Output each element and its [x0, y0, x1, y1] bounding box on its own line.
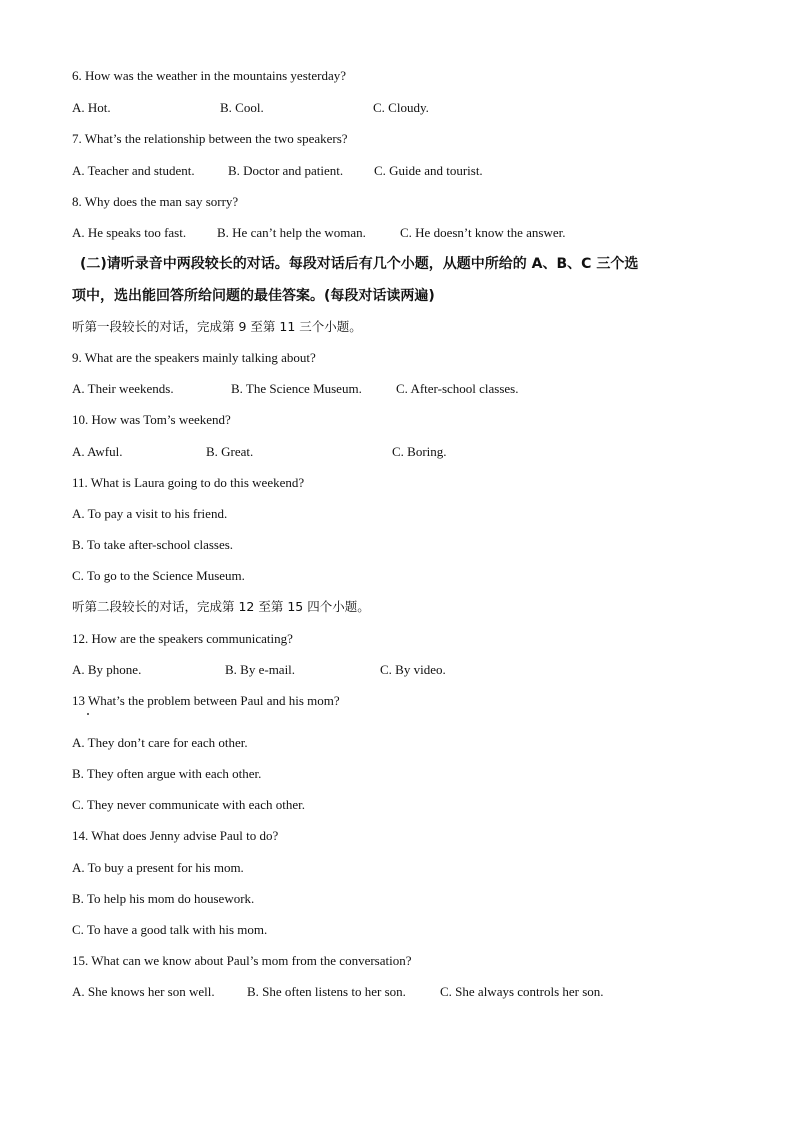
q9-option-a: A. Their weekends. [72, 381, 174, 396]
q9-option-b: B. The Science Museum. [231, 381, 362, 396]
q6-option-c: C. Cloudy. [373, 100, 429, 115]
q8-question: 8. Why does the man say sorry? [72, 194, 239, 209]
q9-option-c: C. After-school classes. [396, 381, 519, 396]
q10-option-b: B. Great. [206, 444, 254, 459]
q13-option-c: C. They never communicate with each other. [72, 797, 305, 812]
q9-question: 9. What are the speakers mainly talking about? [72, 350, 316, 365]
q14-option-a: A. To buy a present for his mom. [72, 860, 244, 875]
section2-heading-line1: (二)请听录音中两段较长的对话。每段对话后有几个小题，从题中所给的 A、B、C 三个选 [80, 256, 639, 272]
q13-option-b: B. They often argue with each other. [72, 766, 262, 781]
q13-question: 13 What’s the problem between Paul and his mom? [72, 693, 340, 708]
q6-question: 6. How was the weather in the mountains yesterday? [72, 68, 347, 83]
q11-option-c: C. To go to the Science Museum. [72, 568, 245, 583]
dialogue2-intro: 听第二段较长的对话，完成第 12 至第 15 四个小题。 [72, 599, 370, 614]
q15-option-a: A. She knows her son well. [72, 984, 215, 999]
q12-option-b: B. By e-mail. [225, 662, 296, 677]
q14-question: 14. What does Jenny advise Paul to do? [72, 828, 279, 843]
q12-question: 12. How are the speakers communicating? [72, 631, 293, 646]
q7-option-c: C. Guide and tourist. [374, 163, 483, 178]
q8-option-a: A. He speaks too fast. [72, 225, 187, 240]
q6-option-a: A. Hot. [72, 100, 111, 115]
q15-option-c: C. She always controls her son. [440, 984, 604, 999]
q7-question: 7. What’s the relationship between the two speakers? [72, 131, 348, 146]
q13-option-a: A. They don’t care for each other. [72, 735, 248, 750]
q10-option-a: A. Awful. [72, 444, 123, 459]
q11-question: 11. What is Laura going to do this weekend? [72, 475, 305, 490]
q12-option-a: A. By phone. [72, 662, 142, 677]
q7-option-b: B. Doctor and patient. [228, 163, 344, 178]
q6-option-b: B. Cool. [220, 100, 264, 115]
q11-option-a: A. To pay a visit to his friend. [72, 506, 228, 521]
q11-option-b: B. To take after-school classes. [72, 537, 234, 552]
q12-option-c: C. By video. [380, 662, 446, 677]
dialogue1-intro: 听第一段较长的对话，完成第 9 至第 11 三个小题。 [72, 319, 362, 334]
q7-option-a: A. Teacher and student. [72, 163, 195, 178]
q15-question: 15. What can we know about Paul’s mom from the conversation? [72, 953, 412, 968]
q8-option-c: C. He doesn’t know the answer. [400, 225, 566, 240]
q15-option-b: B. She often listens to her son. [247, 984, 406, 999]
q10-option-c: C. Boring. [392, 444, 447, 459]
q14-option-c: C. To have a good talk with his mom. [72, 922, 268, 937]
q8-option-b: B. He can’t help the woman. [217, 225, 366, 240]
q14-option-b: B. To help his mom do housework. [72, 891, 255, 906]
q10-question: 10. How was Tom’s weekend? [72, 412, 231, 427]
section2-heading-line2: 项中，选出能回答所给问题的最佳答案。(每段对话读两遍) [72, 288, 435, 304]
stray-dot-mark [87, 713, 89, 715]
